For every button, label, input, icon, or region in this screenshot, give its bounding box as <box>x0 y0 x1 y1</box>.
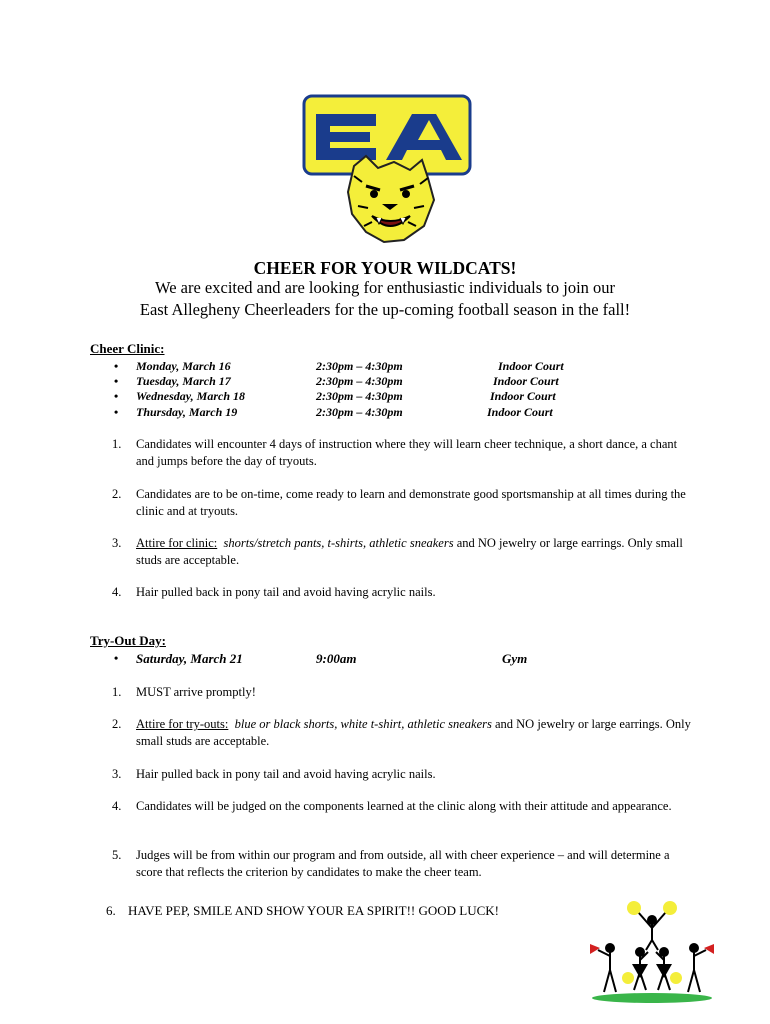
attire-label: Attire for clinic: <box>136 536 218 550</box>
intro-line-2: East Allegheny Cheerleaders for the up-coming football season in the fall! <box>139 300 631 319</box>
attire-label: Attire for try-outs: <box>136 717 229 731</box>
attire-list: shorts/stretch pants, t-shirts, athletic sneakers <box>223 536 454 550</box>
session-time: 2:30pm – 4:30pm <box>316 374 403 388</box>
session-time: 2:30pm – 4:30pm <box>316 359 403 373</box>
cheerleaders-pyramid-clipart <box>588 898 716 1004</box>
session-day: Thursday, March 19 <box>136 405 238 419</box>
session-place: Indoor Court <box>493 374 559 388</box>
session-day: Monday, March 16 <box>136 359 231 373</box>
bullet: • <box>114 389 119 403</box>
intro-line-1: We are excited and are looking for enthusiastic individuals to join our <box>154 278 616 297</box>
clinic-session <box>0 374 770 390</box>
item-number: 1. <box>112 437 122 451</box>
item-number: 6. <box>106 903 116 918</box>
bullet: • <box>114 405 119 419</box>
clinic-session <box>0 389 770 405</box>
clinic-heading: Cheer Clinic: <box>90 341 165 356</box>
item-text: Hair pulled back in pony tail and avoid having acrylic nails. <box>136 585 436 599</box>
session-day: Tuesday, March 17 <box>136 374 231 388</box>
clinic-session <box>0 405 770 421</box>
ea-wildcats-logo <box>302 94 472 244</box>
item-text: Candidates will encounter 4 days of instruction where they will learn cheer technique, a short dance, a chant and jumps before the day of tryouts. <box>136 437 678 468</box>
item-text: Candidates are to be on-time, come ready to learn and demonstrate good sportsmanship at all times during the clinic and at tryouts. <box>136 487 686 518</box>
item-number: 1. <box>112 685 122 699</box>
session-time: 2:30pm – 4:30pm <box>316 405 403 419</box>
item-number: 3. <box>112 536 122 550</box>
page-title: CHEER FOR YOUR WILDCATS! <box>253 258 517 278</box>
session-place: Gym <box>502 651 528 666</box>
item-number: 2. <box>112 717 122 731</box>
item-text <box>136 716 692 750</box>
session-day: Wednesday, March 18 <box>136 389 245 403</box>
item-number: 4. <box>112 799 122 813</box>
session-place: Indoor Court <box>490 389 556 403</box>
session-place: Indoor Court <box>487 405 553 419</box>
bullet: • <box>114 374 119 388</box>
bullet: • <box>114 359 119 373</box>
session-place: Indoor Court <box>498 359 564 373</box>
item-text: HAVE PEP, SMILE AND SHOW YOUR EA SPIRIT!! GOOD LUCK! <box>128 903 500 918</box>
item-text: MUST arrive promptly! <box>136 685 256 699</box>
item-number: 5. <box>112 848 122 862</box>
item-text: Judges will be from within our program and from outside, all with cheer experience – and will determine a score that reflects the criterion by candidates to make the cheer team. <box>136 848 670 879</box>
tryout-heading: Try-Out Day: <box>90 633 166 648</box>
session-time: 9:00am <box>316 651 357 666</box>
bullet: • <box>114 651 119 665</box>
clinic-session <box>0 359 770 375</box>
item-number: 2. <box>112 487 122 501</box>
attire-list: blue or black shorts, white t-shirt, athletic sneakers <box>234 717 492 731</box>
attire-rest: and NO jewelry or large earrings. Only small studs are acceptable. <box>136 536 683 567</box>
session-day: Saturday, March 21 <box>136 651 243 666</box>
item-number: 3. <box>112 767 122 781</box>
tryout-session <box>0 651 770 667</box>
item-text: Candidates will be judged on the components learned at the clinic along with their attitude and appearance. <box>136 799 672 813</box>
item-text: Hair pulled back in pony tail and avoid having acrylic nails. <box>136 767 436 781</box>
item-text <box>136 535 692 569</box>
item-number: 4. <box>112 585 122 599</box>
attire-rest: and NO jewelry or large earrings. Only small studs are acceptable. <box>136 717 691 748</box>
session-time: 2:30pm – 4:30pm <box>316 389 403 403</box>
